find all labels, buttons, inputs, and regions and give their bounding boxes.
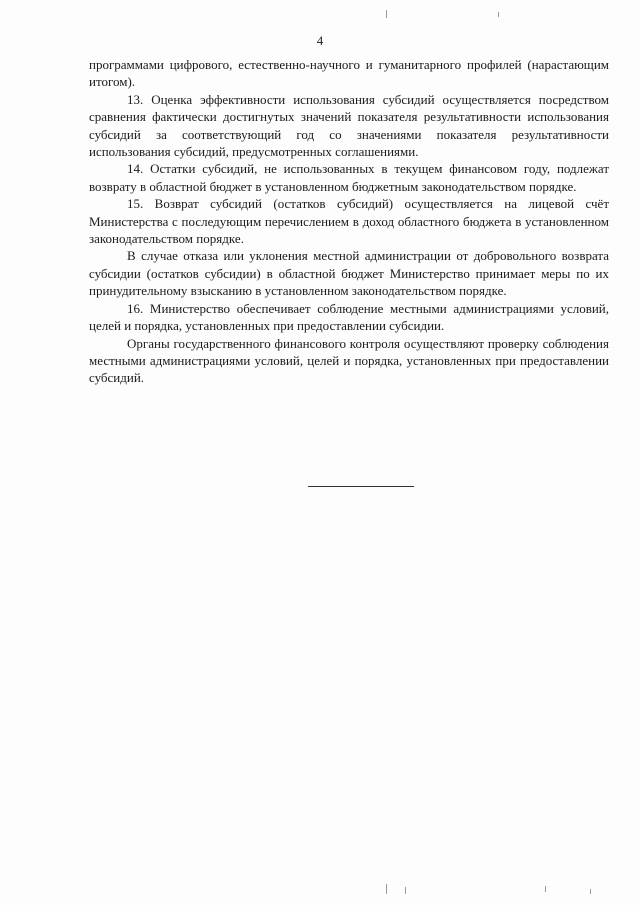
paragraph-15: 15. Возврат субсидий (остатков субсидий) осуществляется на лицевой счёт Министерства с последующим перечислением в доход областного бюджета в установленном законодательством порядке. — [89, 196, 609, 247]
document-body — [89, 56, 609, 387]
paragraph-14: 14. Остатки субсидий, не использованных в текущем финансовом году, подлежат возврату в областной бюджет в установленном бюджетным законодательством порядке. — [89, 161, 609, 194]
scan-artifact — [386, 10, 387, 18]
scan-artifact — [405, 887, 406, 894]
paragraph-continuation: программами цифрового, естественно-научного и гуманитарного профилей (нарастающим итогом). — [89, 57, 609, 90]
paragraph-13: 13. Оценка эффективности использования субсидий осуществляется посредством сравнения фактически достигнутых значений показателя результативности использования субсидий за соответствующий год со значениями показателя результативности использования субсидий, предусмотренных соглашениями. — [89, 91, 609, 160]
scan-artifact — [590, 889, 591, 894]
scan-artifact — [386, 884, 387, 894]
scan-artifact — [545, 886, 546, 892]
paragraph-15-refusal: В случае отказа или уклонения местной администрации от добровольного возврата субсидии (остатков субсидии) в областной бюджет Министерство принимает меры по их принудительному взысканию в установленном законодательством порядке. — [89, 248, 609, 299]
paragraph-16: 16. Министерство обеспечивает соблюдение местными администрациями условий, целей и порядка, установленных при предоставлении субсидии. — [89, 300, 609, 334]
page-number: 4 — [316, 33, 324, 48]
end-separator-line — [308, 486, 414, 487]
scan-artifact — [498, 12, 499, 17]
paragraph-16-control: Органы государственного финансового контроля осуществляют проверку соблюдения местными администрациями условий, целей и порядка, установленных при предоставлении субсидий. — [89, 335, 609, 386]
